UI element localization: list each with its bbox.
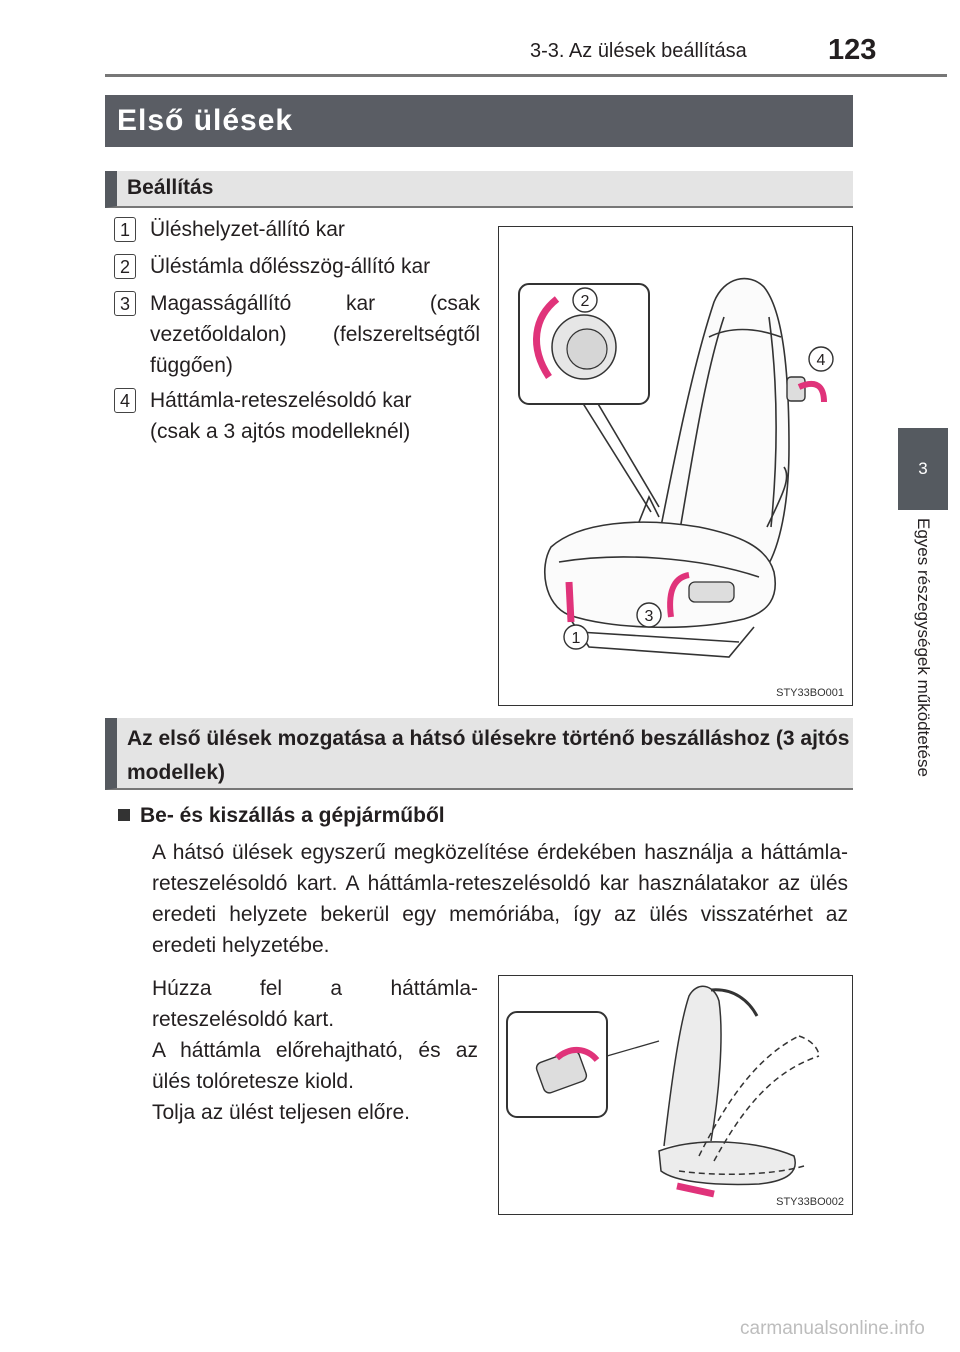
bullet-heading [118, 804, 445, 828]
list-item-text: Üléstámla dőlésszög-állító kar [150, 255, 431, 278]
figure-code: STY33BO001 [776, 687, 844, 699]
seat-fold-illustration [499, 976, 851, 1213]
subheading-rear-access: Az első ülések mozgatása a hátsó ülésekre történő beszálláshoz (3 ajtós modellek) [105, 718, 853, 790]
callout-4-label: 4 [816, 352, 826, 369]
list-item-text: Magasságállító kar (csak vezetőoldalon) (felszereltségtől függően) [150, 292, 480, 377]
section-header: 3-3. Az ülések beállítása [530, 40, 747, 62]
release-lever-icon [787, 377, 805, 401]
list-item-text: Háttámla-reteszelésoldó kar (csak a 3 ajtós modelleknél) [150, 389, 412, 443]
slide-arrow-icon [569, 582, 571, 622]
item-number-badge: 1 [114, 217, 136, 242]
steps-block [152, 973, 478, 1128]
seat-fold-figure [498, 975, 853, 1215]
list-item-text: Üléshelyzet-állító kar [150, 218, 345, 241]
square-bullet-icon [118, 809, 130, 821]
height-lever-icon [689, 582, 734, 602]
page-number: 123 [828, 34, 877, 66]
chapter-title-vertical [903, 518, 943, 828]
seat-adjustment-figure [498, 226, 853, 706]
step-text: Húzza fel a háttámla-reteszelésoldó kart. [152, 977, 478, 1031]
header-rule [105, 74, 947, 77]
subheading-adjustment: Beállítás [105, 171, 853, 208]
slide-forward-arrow-icon [677, 1186, 714, 1194]
body-paragraph: A hátsó ülések egyszerű megközelítése érdekében használja a háttámla-reteszelésoldó kart. A háttámla-reteszelésoldó kar használatakor az ülés eredeti helyzete bekerül egy memóriába, így az ülés visszatérhet az eredeti helyzetébe. [152, 841, 848, 957]
step-text: A háttámla előrehajtható, és az ülés tolóretesze kiold. [152, 1039, 478, 1093]
seat-illustration [499, 227, 851, 704]
figure-code: STY33BO002 [776, 1196, 844, 1208]
footer-watermark: carmanualsonline.info [740, 1318, 925, 1339]
item-number-badge: 2 [114, 254, 136, 279]
step-text: Tolja az ülést teljesen előre. [152, 1101, 410, 1124]
callout-1-label: 1 [571, 630, 581, 647]
callout-2-label: 2 [580, 293, 590, 310]
item-number-badge: 3 [114, 291, 136, 316]
chapter-tab: 3 [898, 428, 948, 510]
chapter-title: Egyes részegységek működtetése [914, 518, 933, 777]
page-title: Első ülések [105, 95, 853, 147]
bullet-heading-text: Be- és kiszállás a gépjárműből [140, 804, 445, 827]
callout-3-label: 3 [644, 608, 654, 625]
item-number-badge: 4 [114, 388, 136, 413]
